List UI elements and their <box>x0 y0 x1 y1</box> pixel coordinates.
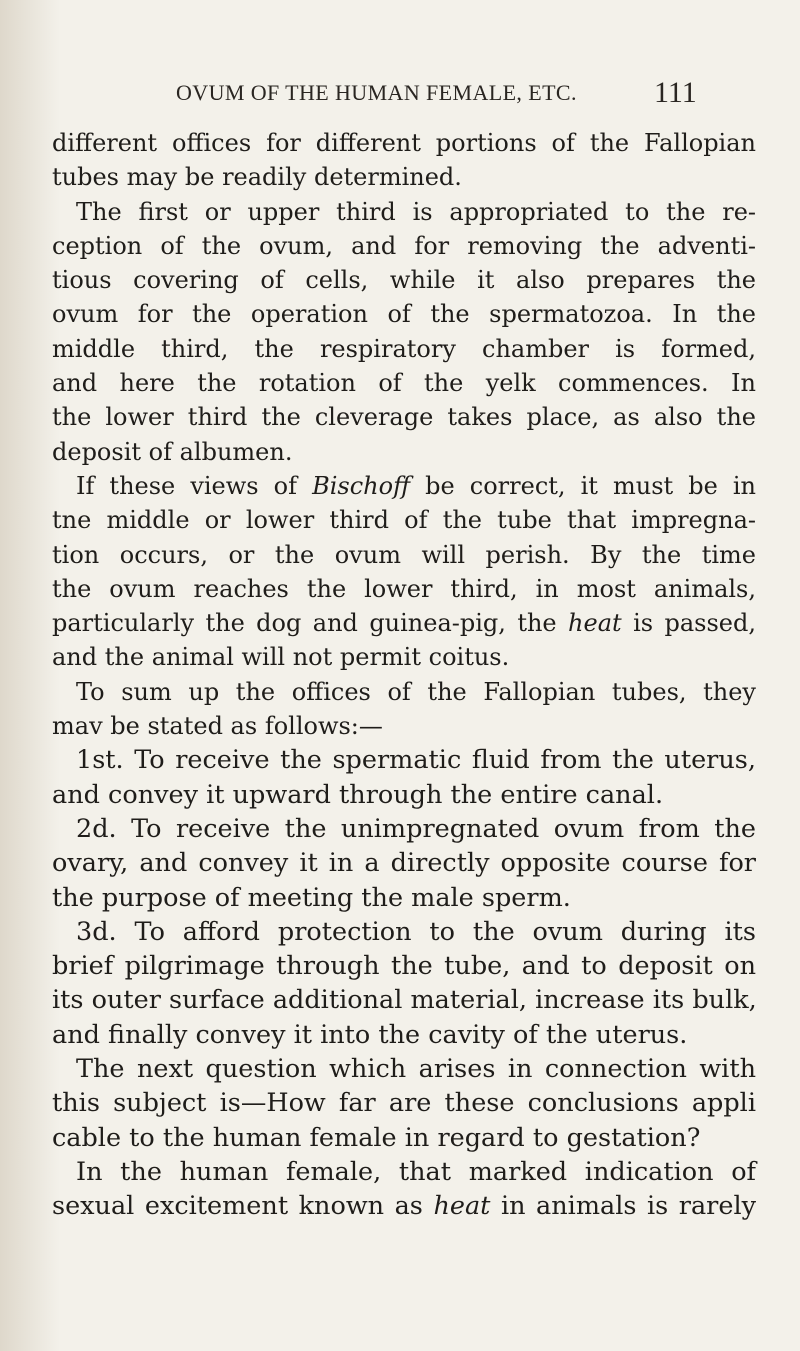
text-line: mav be stated as follows:— <box>52 712 383 741</box>
text-line: The next question which arises in connection with <box>76 1054 756 1085</box>
text-line: ception of the ovum, and for removing the adventi- <box>52 231 756 260</box>
text-line: and finally convey it into the cavity of the uterus. <box>52 1019 688 1050</box>
text-line: To sum up the offices of the Fallopian tubes, they <box>76 677 756 706</box>
text-line: the purpose of meeting the male sperm. <box>52 882 571 913</box>
text-line: The first or upper third is appropriated to the re- <box>76 197 756 226</box>
running-title: OVUM OF THE HUMAN FEMALE, ETC. <box>176 80 577 105</box>
text-line: tion occurs, or the ovum will perish. By the time <box>52 540 756 569</box>
text-line: In the human female, that marked indication of <box>76 1156 756 1187</box>
text-line: If these views of Bischoff be correct, it must be in <box>76 471 756 500</box>
text-line: the ovum reaches the lower third, in most animals, <box>52 574 756 603</box>
text-line: different offices for different portions of the Fallopian <box>52 129 756 157</box>
text-line: tne middle or lower third of the tube that impregna- <box>52 506 756 535</box>
page-number: 111 <box>654 76 697 109</box>
text-line: and convey it upward through the entire canal. <box>52 779 664 810</box>
text-line: middle third, the respiratory chamber is formed, <box>52 334 756 363</box>
text-line: deposit of albumen. <box>52 437 293 466</box>
text-line: 2d. To receive the unimpregnated ovum from the <box>76 813 756 844</box>
text-line: this subject is—How far are these conclusions appli <box>52 1088 756 1119</box>
text-line: and the animal will not permit coitus. <box>52 643 510 672</box>
running-head <box>0 76 800 120</box>
text-line: brief pilgrimage through the tube, and to deposit on <box>52 951 756 982</box>
text-line: ovary, and convey it in a directly opposite course for <box>52 848 756 879</box>
text-line: sexual excitement known as heat in animals is rarely <box>52 1191 757 1222</box>
text-line: the lower third the cleverage takes place, as also the <box>52 403 756 432</box>
text-line: 3d. To afford protection to the ovum during its <box>76 916 756 947</box>
text-line: tubes may be readily determined. <box>52 163 462 192</box>
text-line: its outer surface additional material, increase its bulk, <box>52 985 757 1016</box>
text-line: particularly the dog and guinea-pig, the heat is passed, <box>52 609 756 638</box>
text-line: tious covering of cells, while it also prepares the <box>52 266 756 295</box>
text-line: ovum for the operation of the spermatozoa. In the <box>52 300 756 329</box>
text-line: and here the rotation of the yelk commences. In <box>52 369 756 398</box>
text-line: cable to the human female in regard to gestation? <box>52 1122 701 1153</box>
body-text <box>52 126 756 1224</box>
text-line: 1st. To receive the spermatic fluid from the uterus, <box>76 745 756 776</box>
